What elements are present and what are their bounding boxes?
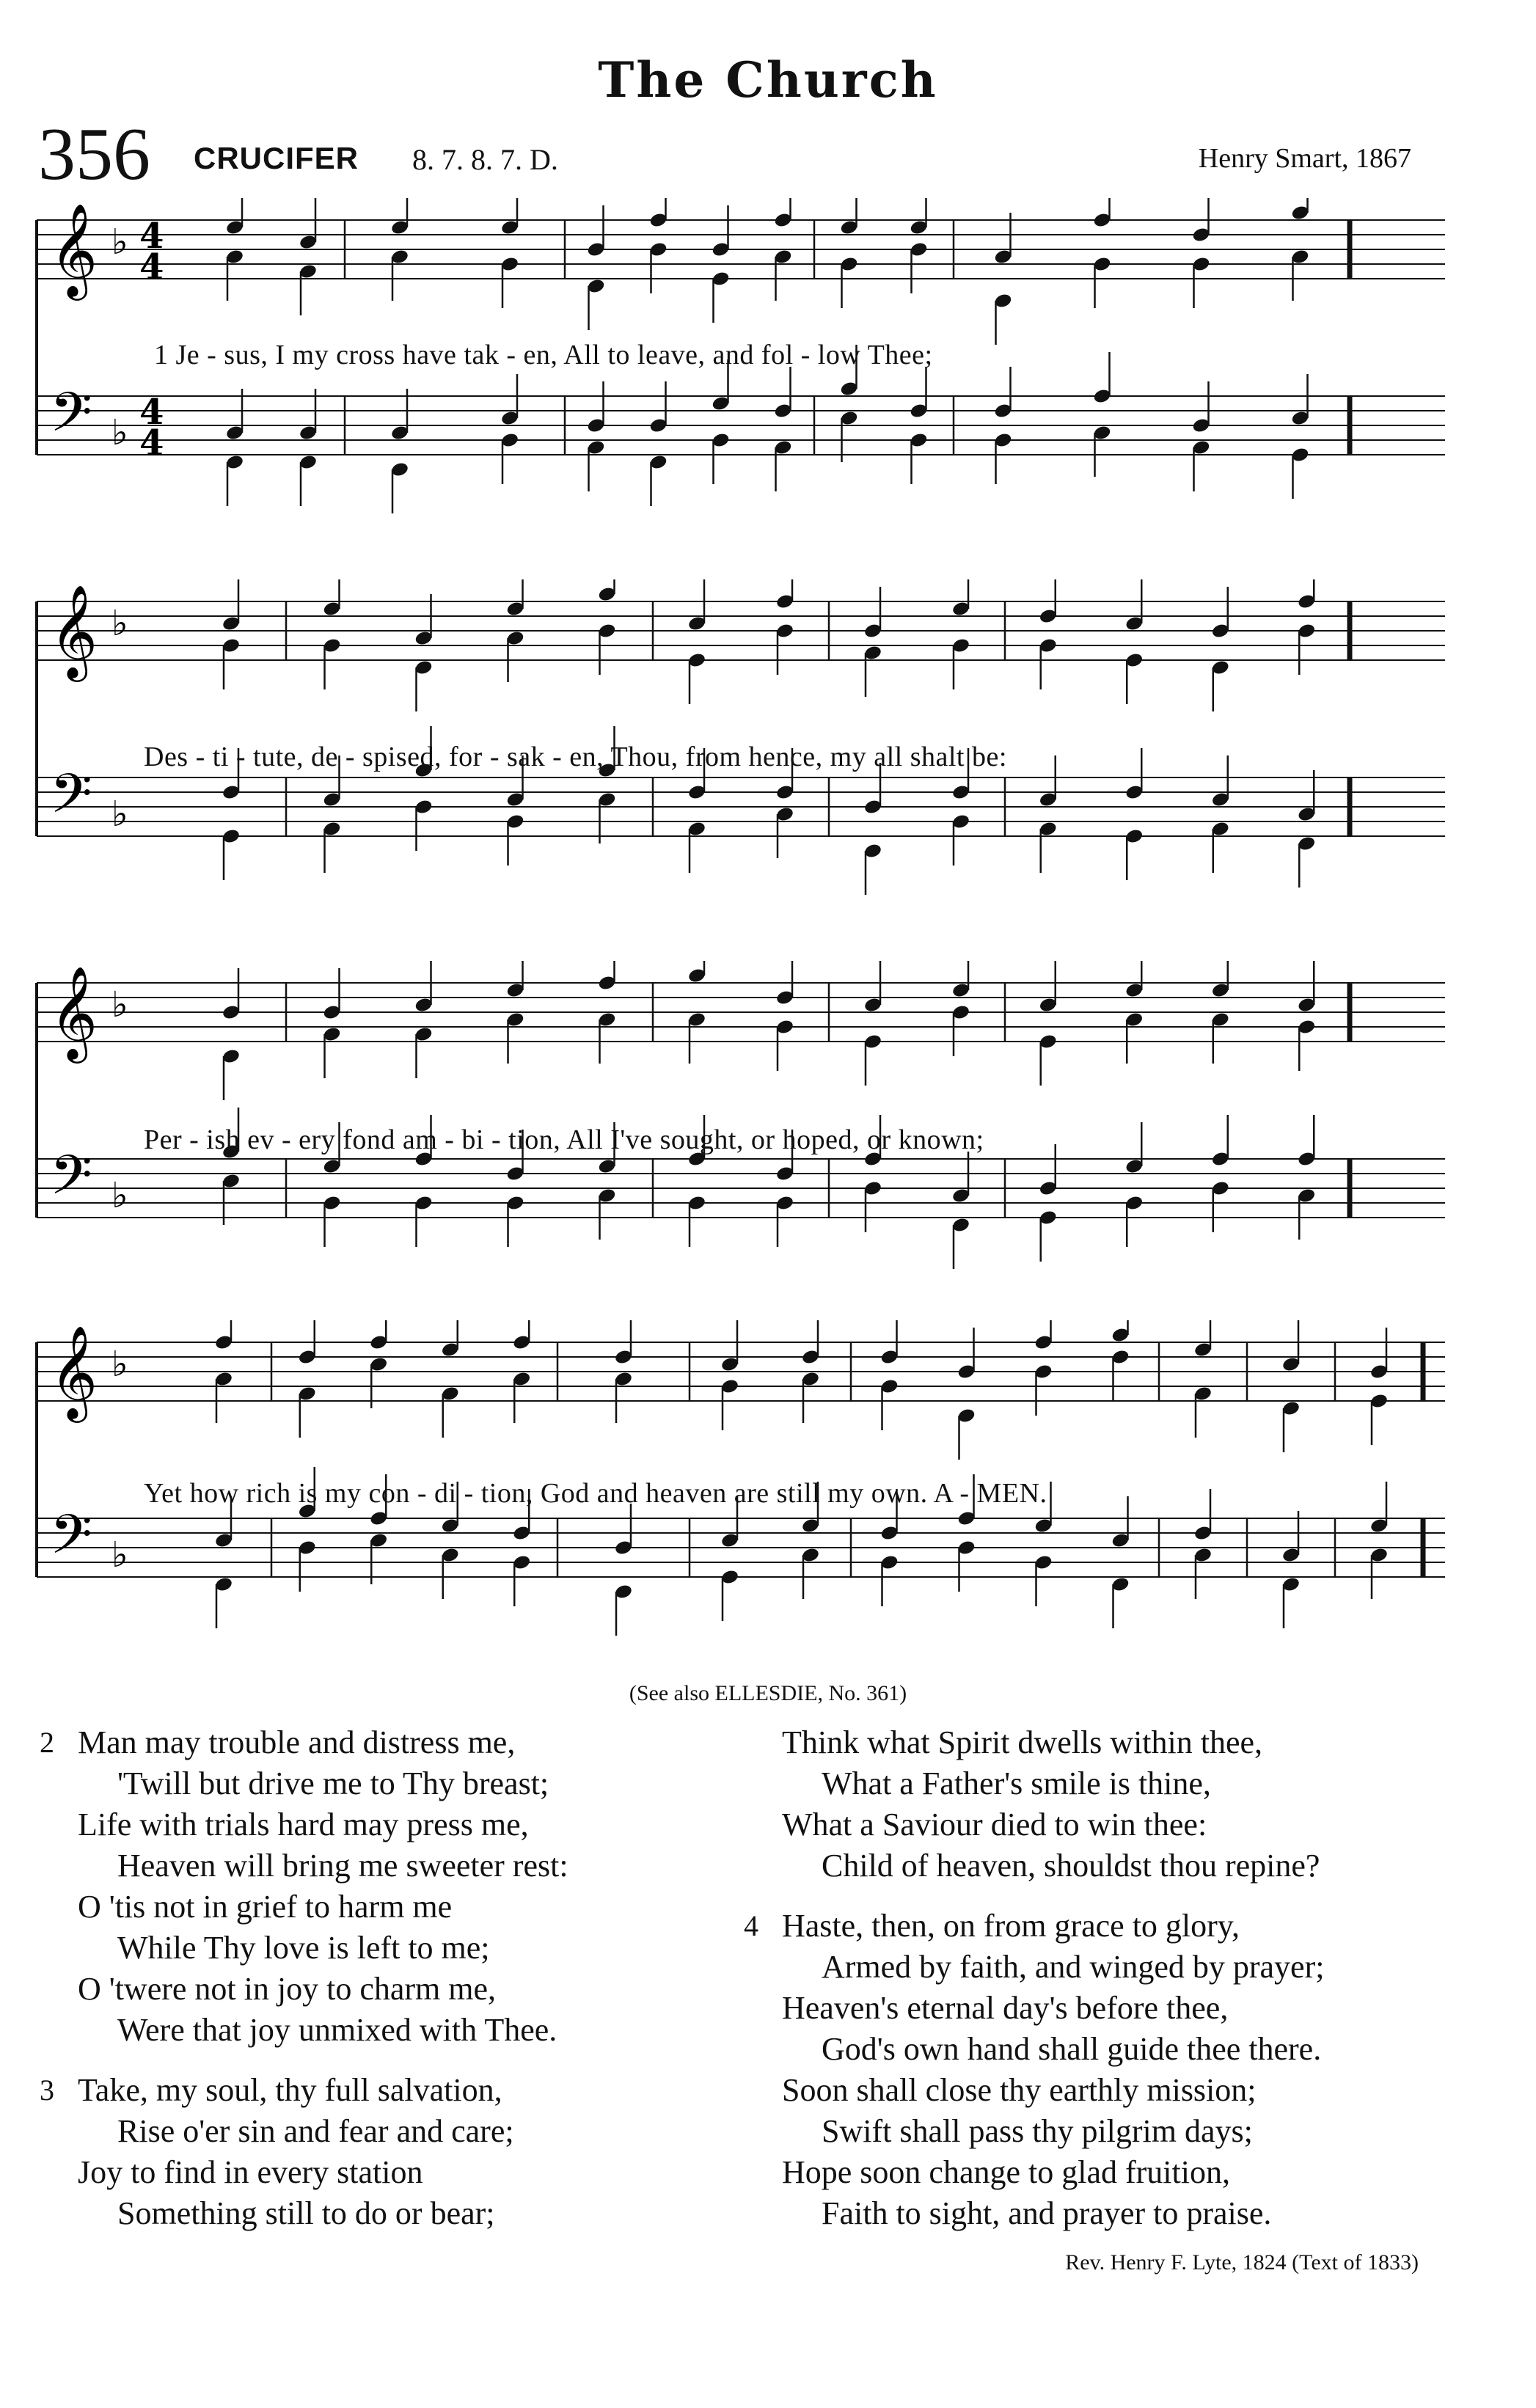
flat-icon: ♭ (111, 1344, 128, 1385)
verse-2 (40, 1722, 738, 2051)
flat-icon: ♭ (111, 603, 128, 644)
bass-clef-icon: 𝄢 (50, 1503, 92, 1580)
flat-icon: ♭ (111, 984, 128, 1025)
bass-clef-icon: 𝄢 (50, 381, 92, 458)
hymn-number: 356 (38, 113, 150, 196)
see-also-note: (See also ELLESDIE, No. 361) (629, 1681, 907, 1705)
treble-clef-icon: 𝄞 (50, 584, 98, 678)
verse-line: O 'tis not in grief to harm me (78, 1889, 453, 1925)
verse-line: God's own hand shall guide thee there. (822, 2031, 1322, 2067)
verse-line: Joy to find in every station (78, 2154, 423, 2190)
verse-line: Rise o'er sin and fear and care; (117, 2113, 514, 2149)
lyrics-line-4: Yet how rich is my con - di - tion, God and heaven are still my own. A - MEN. (144, 1478, 1047, 1509)
verse-line: Were that joy unmixed with Thee. (117, 2012, 557, 2048)
verses-left (40, 1722, 738, 2253)
verse-line: Man may trouble and distress me, (78, 1724, 516, 1760)
page-title: The Church (598, 51, 938, 109)
verse-line: Hope soon change to glad fruition, (782, 2154, 1230, 2190)
time-signature: 4 (139, 392, 164, 433)
treble-clef-icon: 𝄞 (50, 1325, 98, 1419)
composer: Henry Smart, 1867 (1198, 143, 1411, 174)
music-system-3 (29, 961, 1467, 1284)
verse-line: Faith to sight, and prayer to praise. (822, 2195, 1272, 2231)
time-signature: 4 (139, 422, 164, 464)
verse-line: Armed by faith, and winged by prayer; (822, 1949, 1325, 1985)
verse-line: Heaven's eternal day's before thee, (782, 1990, 1229, 2026)
verse-line: Child of heaven, shouldst thou repine? (822, 1848, 1320, 1884)
meter: 8. 7. 8. 7. D. (412, 143, 558, 176)
flat-icon: ♭ (111, 222, 128, 263)
flat-icon: ♭ (111, 794, 128, 835)
verse-line: What a Saviour died to win thee: (782, 1807, 1207, 1842)
verse-line: Haste, then, on from grace to glory, (782, 1908, 1240, 1944)
flat-icon: ♭ (111, 1534, 128, 1576)
flat-icon: ♭ (111, 1175, 128, 1216)
time-signature: 4 (139, 216, 164, 257)
verse-line: Swift shall pass thy pilgrim days; (822, 2113, 1253, 2149)
verse-number: 3 (40, 2074, 54, 2107)
text-author: Rev. Henry F. Lyte, 1824 (Text of 1833) (1065, 2250, 1419, 2275)
bass-clef-icon: 𝄢 (50, 762, 92, 839)
verse-line: Take, my soul, thy full salvation, (78, 2072, 502, 2108)
verse-line: O 'twere not in joy to charm me, (78, 1971, 497, 2007)
verse-line: Heaven will bring me sweeter rest: (117, 1848, 568, 1884)
lyrics-line-3: Per - ish ev - ery fond am - bi - tion, All I've sought, or hoped, or known; (144, 1124, 984, 1155)
verses-right (744, 1722, 1486, 2253)
verse-line: While Thy love is left to me; (117, 1930, 490, 1966)
verse-4 (744, 1906, 1486, 2234)
lyrics-line-2: Des - ti - tute, de - spised, for - sak - en, Thou, from hence, my all shalt be: (144, 742, 1007, 772)
verse-3-part-2 (782, 1722, 1486, 1886)
flat-icon: ♭ (111, 412, 128, 453)
verse-line: Life with trials hard may press me, (78, 1807, 529, 1842)
treble-clef-icon: 𝄞 (50, 202, 98, 296)
treble-clef-icon: 𝄞 (50, 965, 98, 1059)
time-signature: 4 (139, 246, 164, 288)
verse-line: 'Twill but drive me to Thy breast; (117, 1765, 549, 1801)
bass-clef-icon: 𝄢 (50, 1143, 92, 1221)
tune-name: CRUCIFER (194, 141, 359, 175)
verse-line: What a Father's smile is thine, (822, 1765, 1211, 1801)
verse-line: Something still to do or bear; (117, 2195, 495, 2231)
verse-number: 4 (744, 1909, 758, 1942)
lyrics-line-1: 1 Je - sus, I my cross have tak - en, All to leave, and fol - low Thee; (154, 340, 933, 370)
verse-line: Soon shall close thy earthly mission; (782, 2072, 1257, 2108)
verse-number: 2 (40, 1726, 54, 1759)
verse-line: Think what Spirit dwells within thee, (782, 1724, 1263, 1760)
verse-3-part-1 (40, 2070, 738, 2234)
